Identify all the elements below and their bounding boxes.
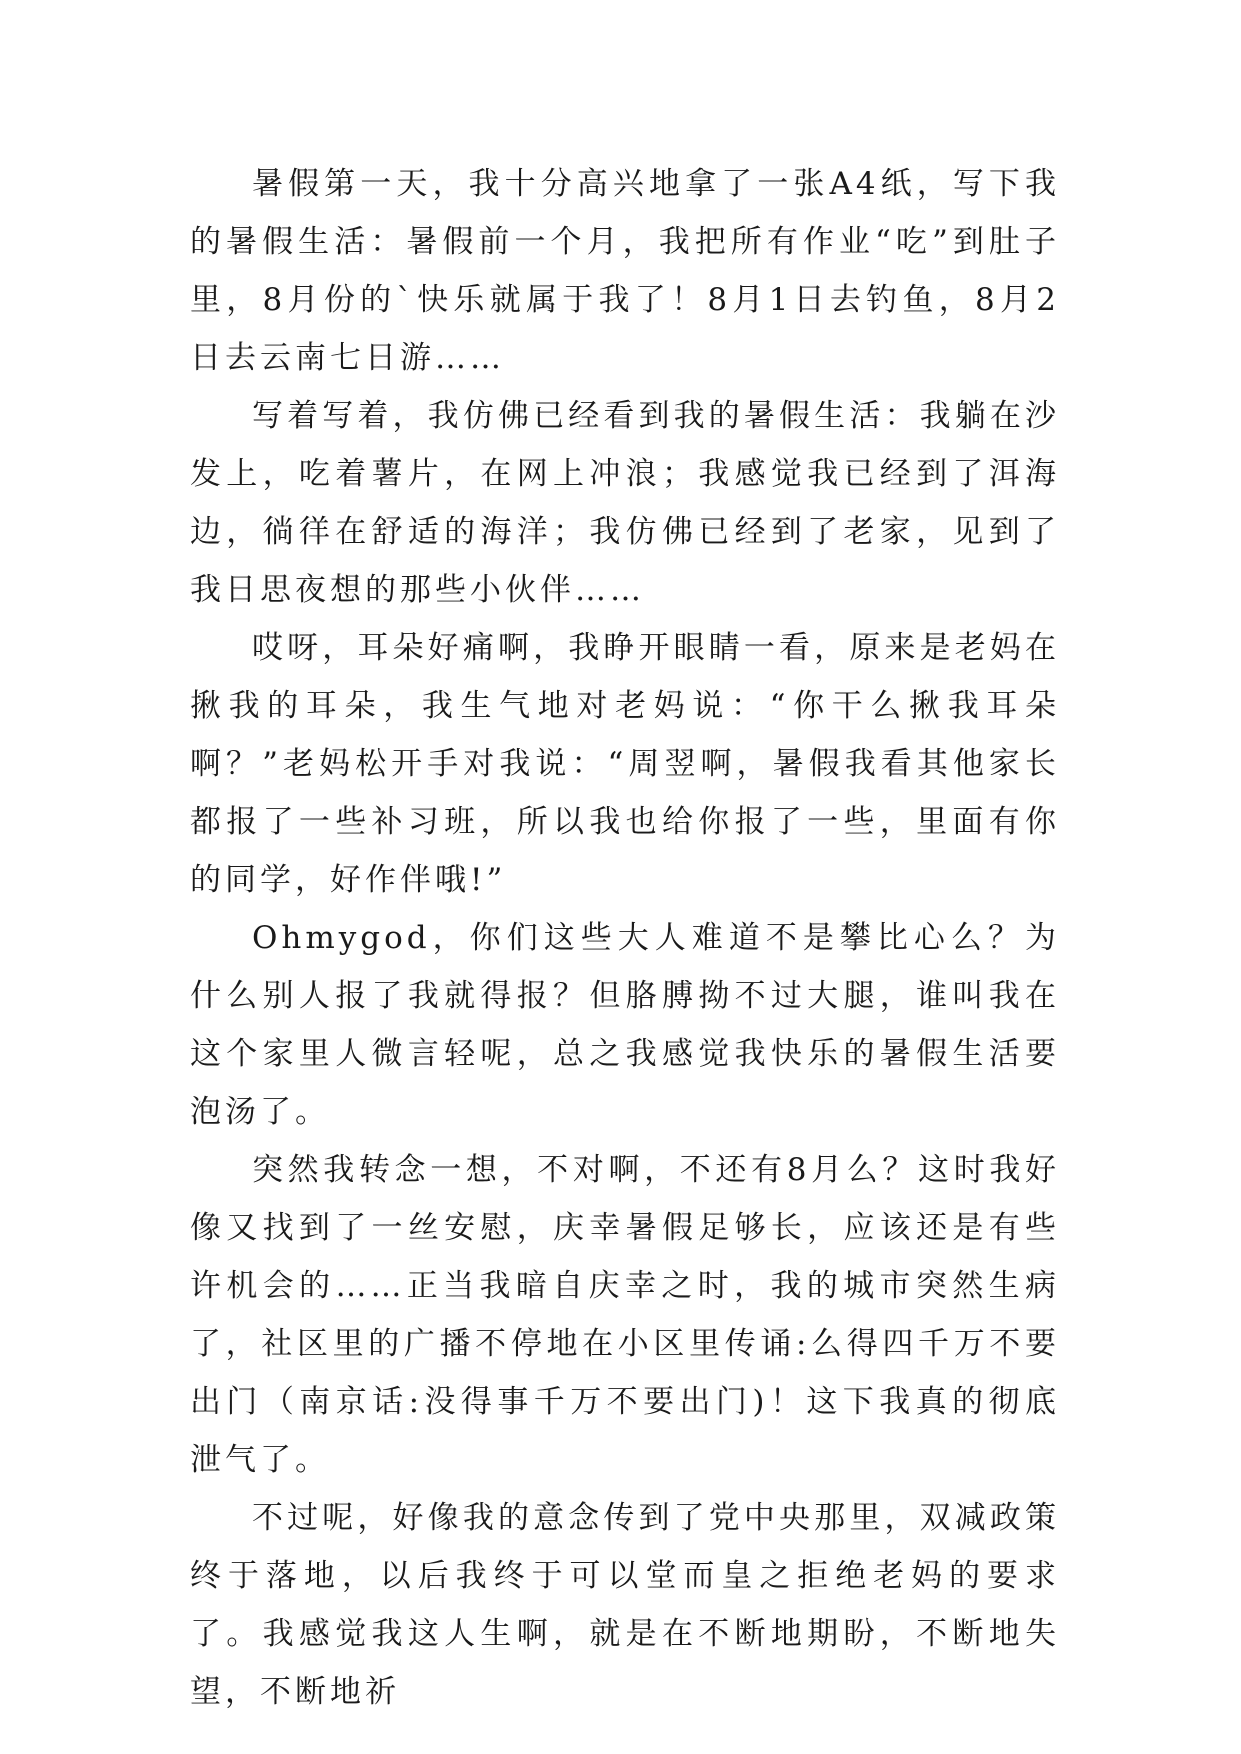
paragraph-4: Ohmygod，你们这些大人难道不是攀比心么？为什么别人报了我就得报？但胳膊拗不过大腿，谁叫我在这个家里人微言轻呢，总之我感觉我快乐的暑假生活要泡汤了。 xyxy=(190,920,1060,1130)
paragraph-5: 突然我转念一想，不对啊，不还有8月么？这时我好像又找到了一丝安慰，庆幸暑假足够长，应该还是有些许机会的……正当我暗自庆幸之时，我的城市突然生病了，社区里的广播不停地在小区里传诵:么得四千万不要出门（南京话:没得事千万不要出门)！这下我真的彻底泄气了。 xyxy=(190,1152,1060,1478)
essay-body xyxy=(190,155,1060,1721)
paragraph-3: 哎呀，耳朵好痛啊，我睁开眼睛一看，原来是老妈在揪我的耳朵，我生气地对老妈说：“你干么揪我耳朵啊？”老妈松开手对我说：“周翌啊，暑假我看其他家长都报了一些补习班，所以我也给你报了一些，里面有你的同学，好作伴哦!” xyxy=(190,630,1060,898)
paragraph-6: 不过呢，好像我的意念传到了党中央那里，双减政策终于落地，以后我终于可以堂而皇之拒绝老妈的要求了。我感觉我这人生啊，就是在不断地期盼，不断地失望，不断地祈 xyxy=(190,1500,1060,1710)
paragraph-1: 暑假第一天，我十分高兴地拿了一张A4纸，写下我的暑假生活：暑假前一个月，我把所有作业“吃”到肚子里，8月份的`快乐就属于我了！8月1日去钓鱼，8月2日去云南七日游…… xyxy=(190,166,1060,376)
paragraph-2: 写着写着，我仿佛已经看到我的暑假生活：我躺在沙发上，吃着薯片，在网上冲浪；我感觉我已经到了洱海边，徜徉在舒适的海洋；我仿佛已经到了老家，见到了我日思夜想的那些小伙伴…… xyxy=(190,398,1060,608)
